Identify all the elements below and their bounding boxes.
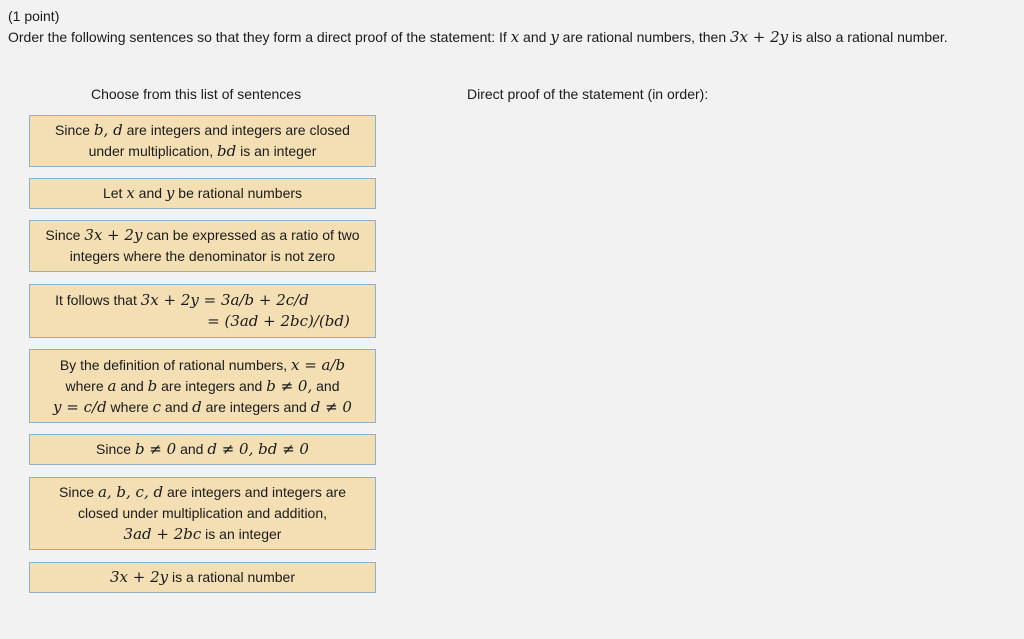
sentence-card-3ad-2bc-integer[interactable]: Since a, b, c, d are integers and integers are closed under multiplication and addition, 3ad + 2bc is an integer — [29, 477, 376, 550]
sentence-card-ratio-of-integers[interactable]: Since 3x + 2y can be expressed as a ratio of two integers where the denominator is not zero — [29, 220, 376, 272]
proof-list-title: Direct proof of the statement (in order): — [467, 86, 709, 102]
sentence-card-bd-nonzero[interactable]: Since b ≠ 0 and d ≠ 0, bd ≠ 0 — [29, 434, 376, 465]
sentence-card-conclusion[interactable]: 3x + 2y is a rational number — [29, 562, 376, 593]
sentence-card-definition-rational[interactable]: By the definition of rational numbers, x = a/b where a and b are integers and b ≠ 0, and y = c/d where c and d are integers and d ≠ 0 — [29, 349, 376, 423]
instruction-text: Order the following sentences so that they form a direct proof of the statement: If x and y are rational numbers, then 3x + 2y is also a rational number. — [8, 28, 948, 46]
source-list-title: Choose from this list of sentences — [91, 86, 302, 102]
sentence-card-it-follows[interactable]: It follows that 3x + 2y = 3a/b + 2c/d = (3ad + 2bc)/(bd) — [29, 284, 376, 338]
sentence-card-let-xy[interactable]: Let x and y be rational numbers — [29, 178, 376, 209]
sentence-card-bd-integer[interactable]: Since b, d are integers and integers are closed under multiplication, bd is an integer — [29, 115, 376, 167]
point-value: (1 point) — [8, 8, 60, 24]
proof-drop-zone[interactable] — [460, 112, 1000, 592]
